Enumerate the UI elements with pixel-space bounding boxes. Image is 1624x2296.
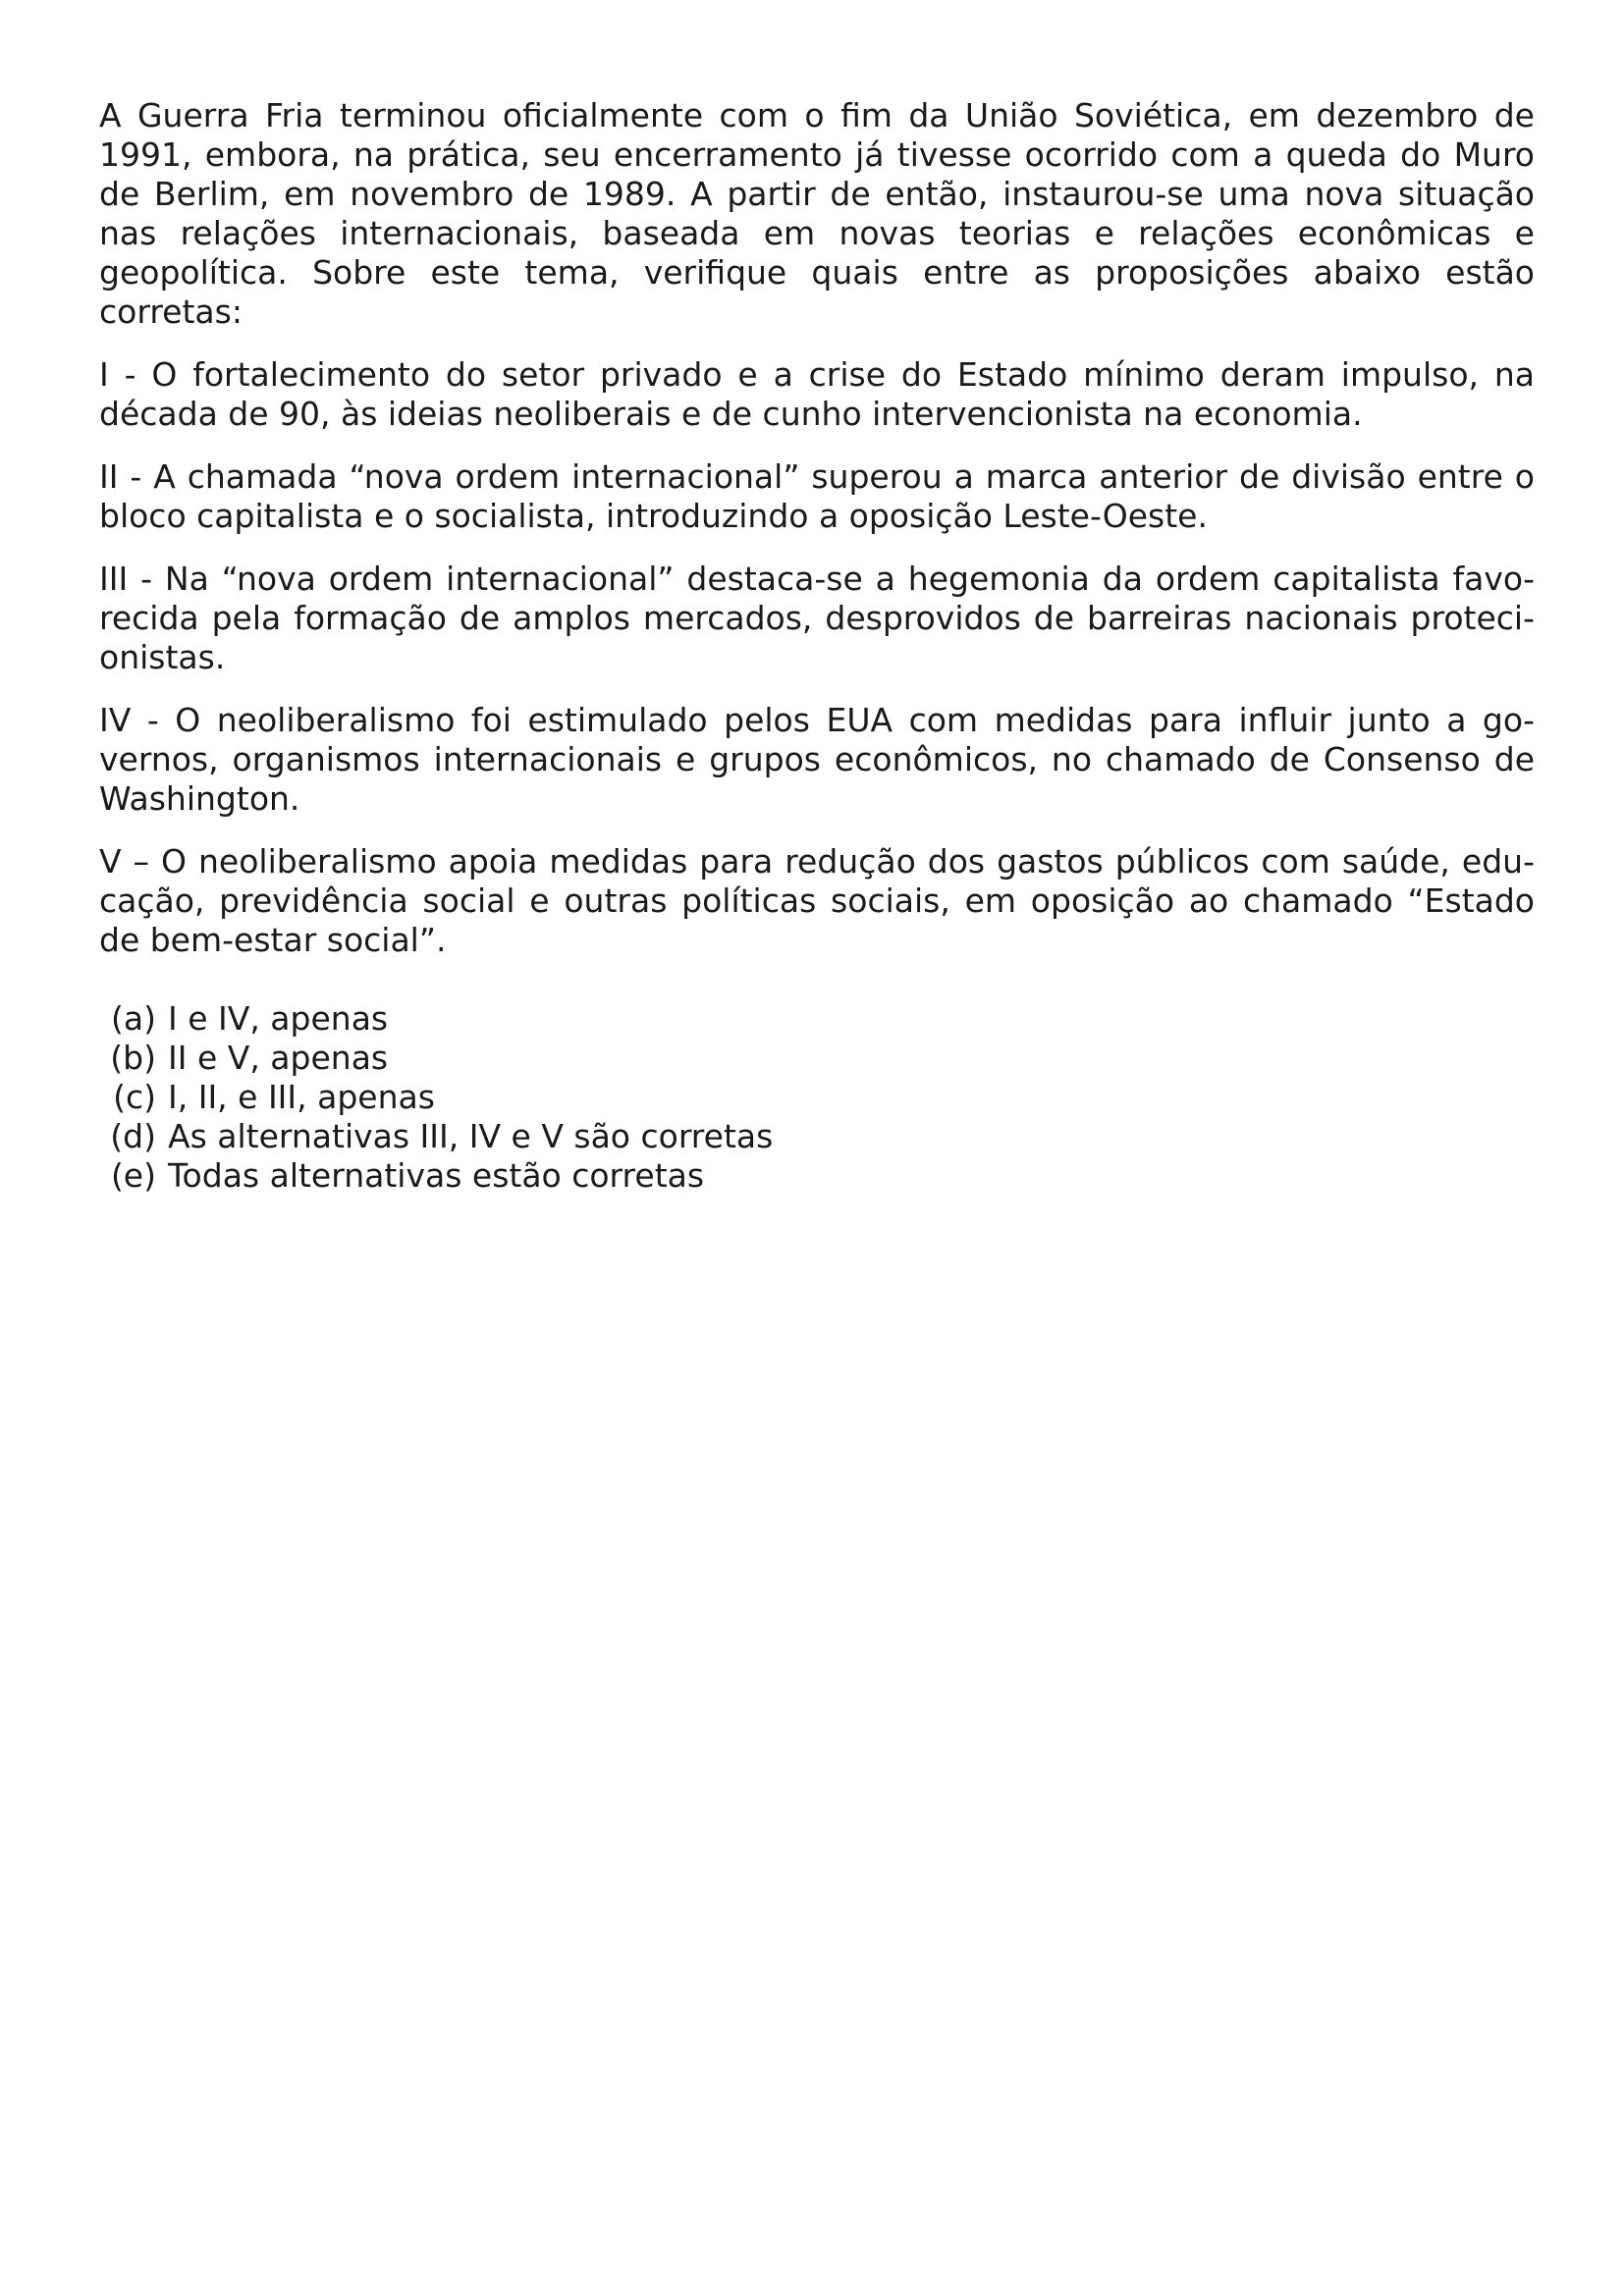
answer-options: [99, 999, 1535, 1196]
proposition-5: V – O neoliberalismo apoia medidas para redução dos gastos públicos com saúde, educação, previdência social e outras políticas sociais, em oposição ao chamado “Estado de bem-estar social”.: [99, 842, 1535, 959]
option-c-text: I, II, e III, apenas: [168, 1078, 435, 1116]
option-d-label: (d): [110, 1117, 156, 1155]
option-b-text: II e V, apenas: [168, 1039, 389, 1077]
option-a-label: (a): [111, 999, 156, 1038]
option-b-label: (b): [110, 1039, 156, 1077]
option-b[interactable]: [99, 1039, 1535, 1078]
option-a-text: I e IV, apenas: [168, 999, 389, 1038]
proposition-1: I - O fortalecimento do setor privado e a crise do Estado mínimo deram impulso, na década de 90, às ideias neoliberais e de cunho intervencionista na economia.: [99, 355, 1535, 433]
option-e-label: (e): [110, 1156, 156, 1195]
question-page: [99, 96, 1535, 1196]
question-intro: A Guerra Fria terminou oficialmente com o fim da União Soviética, em dezembro de 1991, embora, na prática, seu encerramento já tivesse ocorrido com a queda do Muro de Berlim, em novembro de 1989. A partir de então, instaurou-se uma nova situação nas relações internacionais, baseada em novas teorias e relações econômicas e geopolítica. Sobre este tema, verifique quais entre as proposições abaixo estão corretas:: [99, 96, 1535, 331]
option-d[interactable]: [99, 1117, 1535, 1156]
proposition-3: III - Na “nova ordem internacional” destaca-se a hegemonia da ordem capitalista favorecida pela formação de amplos mercados, desprovidos de barreiras nacionais protecionistas.: [99, 560, 1535, 676]
option-c[interactable]: [99, 1078, 1535, 1117]
proposition-2: II - A chamada “nova ordem internacional” superou a marca anterior de divisão entre o bloco capitalista e o socialista, introduzindo a oposição Leste-Oeste.: [99, 457, 1535, 535]
option-a[interactable]: [99, 999, 1535, 1039]
option-d-text: As alternativas III, IV e V são corretas: [168, 1117, 774, 1155]
option-e[interactable]: [99, 1156, 1535, 1196]
proposition-4: IV - O neoliberalismo foi estimulado pelos EUA com medidas para influir junto a governos, organismos internacionais e grupos econômicos, no chamado de Consenso de Washington.: [99, 701, 1535, 818]
option-e-text: Todas alternativas estão corretas: [168, 1156, 705, 1195]
option-c-label: (c): [113, 1078, 156, 1116]
